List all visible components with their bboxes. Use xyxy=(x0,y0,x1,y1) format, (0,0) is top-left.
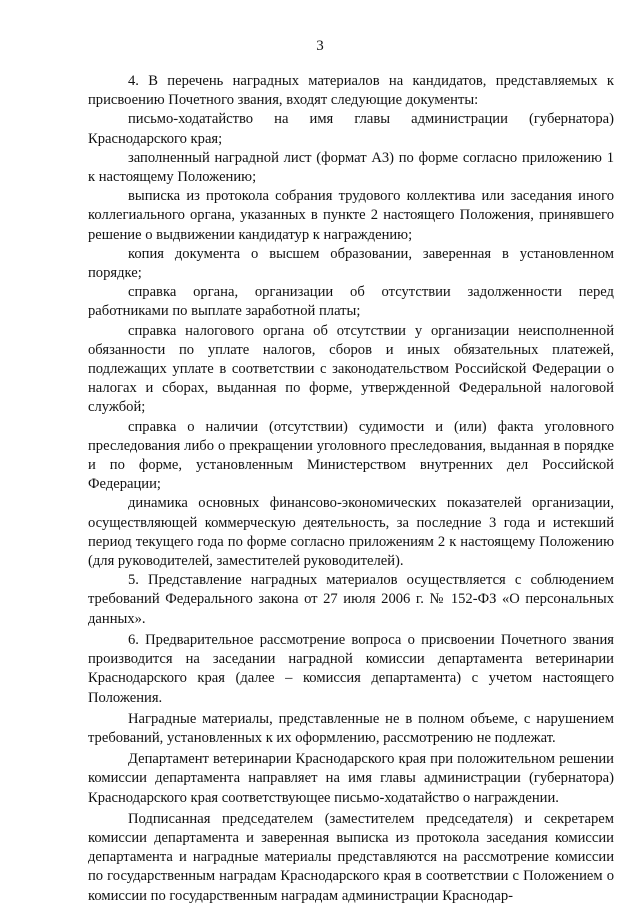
list-item-protocol-extract: выписка из протокола собрания трудового коллектива или заседания иного коллегиального органа, указанных в пункте 2 настоящего Положения, принявшего решение о выдвижении кандидатур к награждению; xyxy=(88,188,614,243)
list-item-petition-letter: письмо-ходатайство на имя главы администрации (губернатора) Краснодарского края; xyxy=(88,111,614,147)
list-item-criminal-record-certificate: справка о наличии (отсутствии) судимости и (или) факта уголовного преследования либо о прекращении уголовного преследования, выданная в порядке и по форме, установленным Министерством внутренних дел Российской Федерации; xyxy=(88,418,614,493)
document-body xyxy=(88,72,614,906)
list-item-salary-certificate: справка органа, организации об отсутствии задолженности перед работниками по выплате заработной платы; xyxy=(88,284,614,320)
paragraph-department-petition: Департамент ветеринарии Краснодарского края при положительном решении комиссии департамента направляет на имя главы администрации (губернатора) Краснодарского края соответствующее письмо-ходатайство о награждении. xyxy=(88,751,614,806)
paragraph-item-6: 6. Предварительное рассмотрение вопроса о присвоении Почетного звания производится на заседании наградной комиссии департамента ветеринарии Краснодарского края (далее – комиссия департамента) с учетом настоящего Положения. xyxy=(88,631,614,706)
page-number: 3 xyxy=(316,38,324,54)
paragraph-signed-extract: Подписанная председателем (заместителем председателя) и секретарем комиссии департамента и заверенная выписка из протокола заседания комиссии департамента и наградные материалы представляются на рассмотрение комиссии по государственным наградам Краснодарского края в соответствии с Положением о комиссии по государственным наградам администрации Краснодар- xyxy=(88,810,614,904)
paragraph-item-4: 4. В перечень наградных материалов на кандидатов, представляемых к присвоению Почетного звания, входят следующие документы: xyxy=(88,73,614,109)
paragraph-incomplete-materials: Наградные материалы, представленные не в полном объеме, с нарушением требований, установленных к их оформлению, рассмотрению не подлежат. xyxy=(88,710,614,746)
list-item-financial-dynamics: динамика основных финансово-экономических показателей организации, осуществляющей коммерческую деятельность, за последние 3 года и истекший период текущего года по форме согласно приложениям 2 к настоящему Положению (для руководителей, заместителей руководителей). xyxy=(88,495,614,570)
paragraph-item-5: 5. Представление наградных материалов осуществляется с соблюдением требований Федерального закона от 27 июля 2006 г. № 152-ФЗ «О персональных данных». xyxy=(88,572,614,627)
list-item-tax-certificate: справка налогового органа об отсутствии у организации неисполненной обязанности по уплате налогов, сборов и иных обязательных платежей, подлежащих уплате в соответствии с законодательством Российской Федерации о налогах и сборах, выданная по форме, утвержденной Федеральной налоговой службой; xyxy=(88,322,614,416)
list-item-award-sheet: заполненный наградной лист (формат А3) по форме согласно приложению 1 к настоящему Положению; xyxy=(88,149,614,186)
list-item-education-document: копия документа о высшем образовании, заверенная в установленном порядке; xyxy=(88,245,614,282)
